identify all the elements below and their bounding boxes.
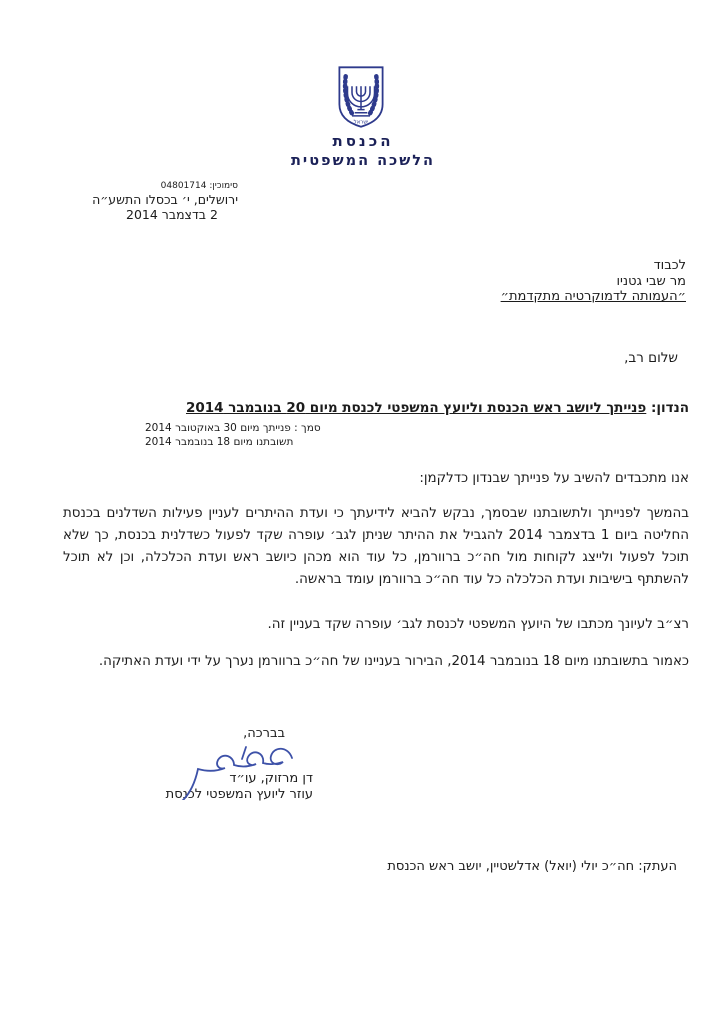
body-paragraph-2: רצ״ב לעיונך מכתבו של היועץ המשפטי לכנסת לגב׳ עופרה שקד בעניין זה. (267, 617, 689, 632)
greeting-line: שלום רב, (624, 350, 678, 366)
subject-references (145, 422, 689, 449)
closing-word: בברכה, (243, 726, 285, 741)
gregorian-date: 2 בדצמבר 2014 (126, 207, 218, 222)
handwritten-signature (149, 738, 299, 800)
copy-distribution-line: העתק: חה״כ יולי (יואל) אדלשטיין, יושב ראש הכנסת (387, 859, 677, 874)
signer-name: דן מרזוק, עו״ד (229, 771, 313, 786)
addressee-organization: ״העמותה לדמוקרטיה מתקדמת״ (500, 289, 686, 304)
subject-block (145, 399, 689, 449)
body-paragraph-1: בהמשך לפנייתך ולתשובתנו שבסמך, נבקש להביא לידיעתך כי ועדת ההיתרים לעניין פעילות השדלנים בכנסת החליטה ביום 1 בדצמבר 2014 להגביל את ההיתר שניתן לגב׳ עופרה שקד לפעול כשדלנית בכנסת, כך שלא תוכל לפעול ולייצג לקוחות מול חה״כ ברוורמן, כל עוד הוא מכהן כיושב ראש ועדת הכלכלה, וכן לא תוכל להשתתף בישיבות ועדת הכלכלה כל עוד חה״כ ברוורמן עומד בראשה. (63, 506, 689, 587)
addressee-block (501, 258, 686, 305)
signer-title: עוזר ליועץ המשפטי לכנסת (165, 787, 313, 802)
subject-label: הנדון: (646, 400, 689, 416)
signature-block (73, 726, 313, 803)
reference-number: סימוכין: 04801714 (160, 181, 238, 191)
letter-body (63, 468, 689, 673)
subject-text: פנייתך ליושב ראש הכנסת וליועץ המשפטי לכנסת מיום 20 בנובמבר 2014 (185, 400, 647, 416)
dept-name: הלשכה המשפטית (291, 153, 435, 169)
subject-ref-1: סמך : פנייתך מיום 30 באוקטובר 2014 (145, 422, 321, 434)
body-opening: אנו מתכבדים להשיב על פנייתך שבנדון כדלקמן: (419, 471, 689, 486)
org-name: הכנסת (332, 132, 394, 150)
reference-date-block (82, 181, 238, 222)
subject-line (145, 399, 689, 417)
israel-state-emblem-icon (334, 64, 388, 130)
hebrew-date: ירושלים, י׳ בכסלו התשע״ה (92, 192, 238, 207)
subject-ref-2: תשובתנו מיום 18 בנובמבר 2014 (145, 435, 294, 448)
addressee-name: מר שבי גטניו (616, 273, 686, 289)
body-paragraph-3: כאמור בתשובתנו מיום 18 בנובמבר 2014, הבירור בעניינו של חה״כ ברוורמן נערך על ידי ועדת האתיקה. (98, 654, 689, 669)
addressee-salutation: לכבוד (653, 258, 686, 273)
emblem-caption: ישראל (353, 119, 369, 126)
